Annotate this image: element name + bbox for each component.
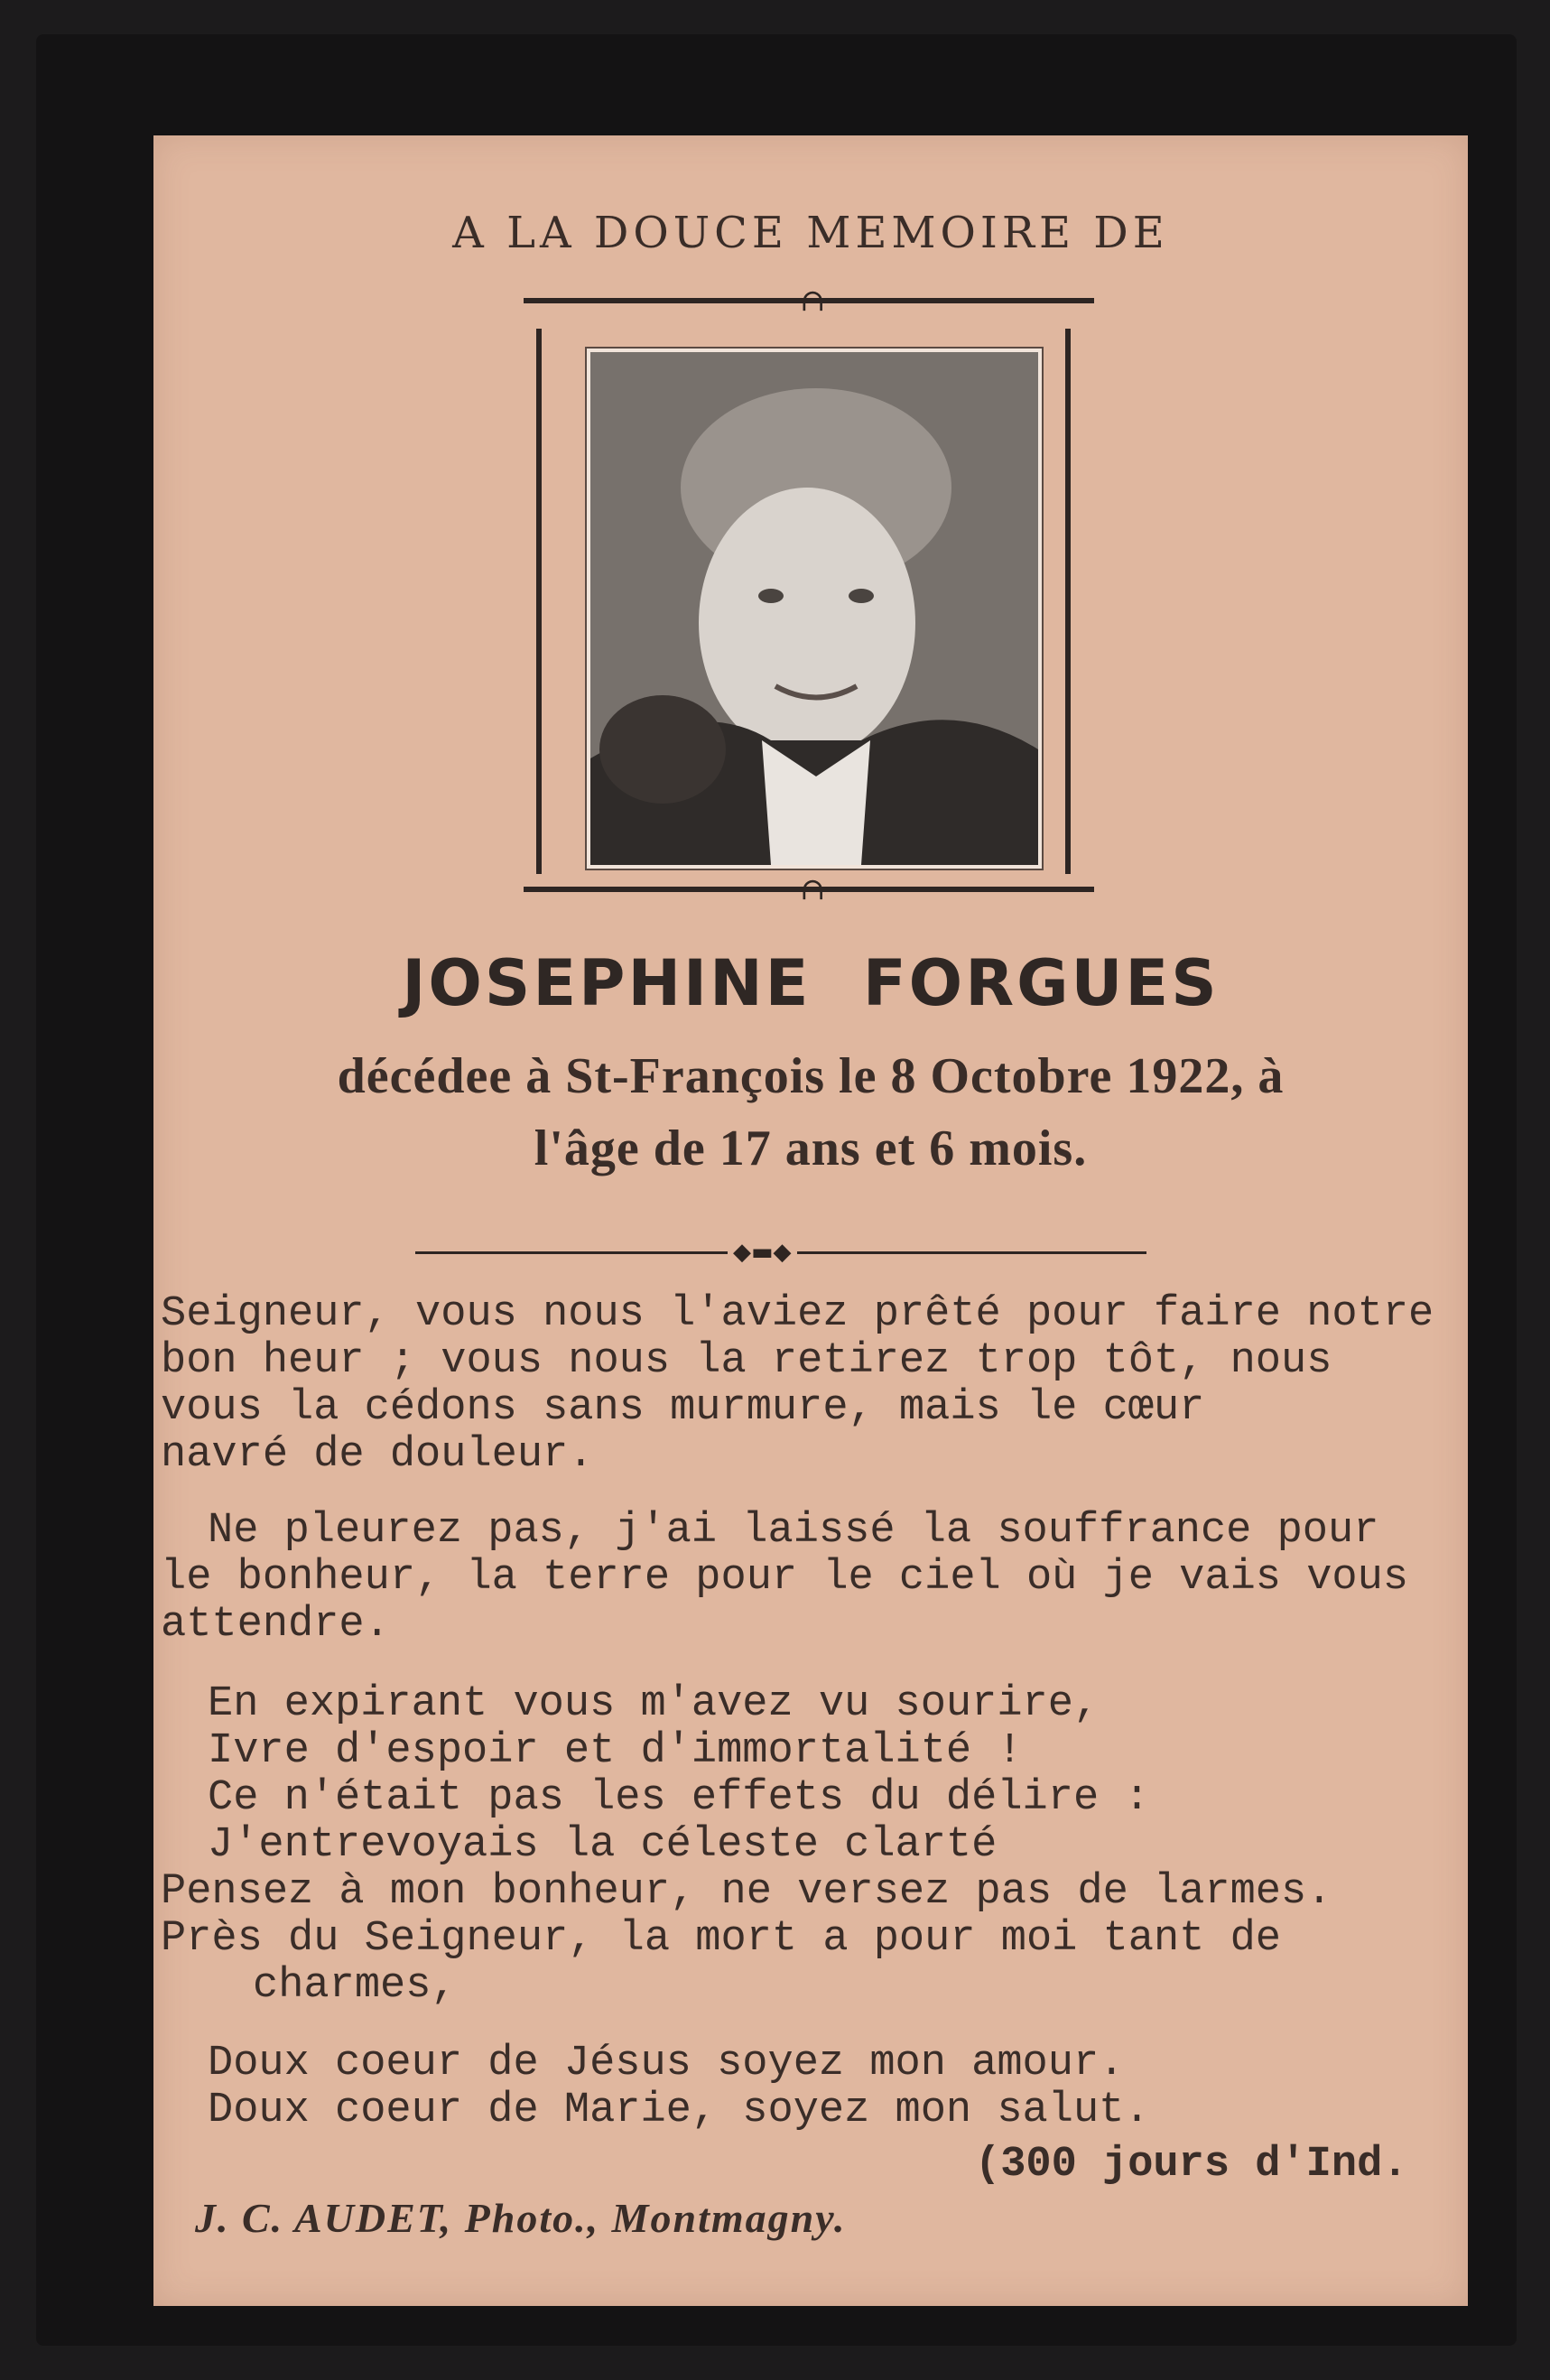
paragraph-1-line: navré de douleur. bbox=[161, 1431, 594, 1479]
death-date-line: décédee à St-François le 8 Octobre 1922, à bbox=[337, 1048, 1285, 1104]
poem-line: J'entrevoyais la céleste clarté bbox=[208, 1821, 998, 1869]
prayer-line: Doux coeur de Marie, soyez mon salut. bbox=[208, 2087, 1150, 2134]
paragraph-1-line: bon heur ; vous nous la retirez trop tôt, nous bbox=[161, 1337, 1332, 1385]
indulgence-note: (300 jours d'Ind. bbox=[975, 2141, 1408, 2189]
memorial-card bbox=[36, 34, 1517, 2346]
paragraph-2-line: attendre. bbox=[161, 1601, 390, 1649]
poem-line: Ivre d'espoir et d'immortalité ! bbox=[208, 1727, 1023, 1775]
prayer-line: Doux coeur de Jésus soyez mon amour. bbox=[208, 2040, 1125, 2087]
frame-right-rule bbox=[1065, 329, 1080, 874]
paragraph-1-line: vous la cédons sans murmure, mais le cœur bbox=[161, 1384, 1205, 1432]
paragraph-2-line: le bonheur, la terre pour le ciel où je vais vous bbox=[161, 1554, 1409, 1602]
portrait-image bbox=[590, 352, 1038, 865]
age-line: l'âge de 17 ans et 6 mois. bbox=[534, 1120, 1088, 1176]
memorial-heading: A LA DOUCE MEMOIRE DE bbox=[452, 208, 1169, 258]
paragraph-1-line: Seigneur, vous nous l'aviez prêté pour faire notre bbox=[161, 1290, 1434, 1338]
frame-bottom-ornament-icon: ∩ bbox=[800, 871, 826, 907]
poem-line: Près du Seigneur, la mort a pour moi tant de bbox=[161, 1915, 1282, 1963]
poem-line: Pensez à mon bonheur, ne versez pas de larmes. bbox=[161, 1868, 1332, 1916]
frame-top-ornament-icon: ∩ bbox=[800, 283, 826, 319]
poem-line: charmes, bbox=[253, 1962, 457, 2010]
frame-left-rule bbox=[536, 329, 551, 874]
divider-ornament-icon: ◆▬◆ bbox=[728, 1239, 797, 1266]
card-paper bbox=[153, 135, 1468, 2306]
paragraph-2-line: Ne pleurez pas, j'ai laissé la souffrance pour bbox=[208, 1507, 1379, 1555]
portrait-photo bbox=[587, 349, 1042, 869]
poem-line: En expirant vous m'avez vu sourire, bbox=[208, 1680, 1100, 1728]
photographer-credit: J. C. AUDET, Photo., Montmagny. bbox=[195, 2195, 847, 2241]
poem-line: Ce n'était pas les effets du délire : bbox=[208, 1774, 1150, 1822]
deceased-name: JOSEPHINE FORGUES bbox=[402, 946, 1220, 1020]
